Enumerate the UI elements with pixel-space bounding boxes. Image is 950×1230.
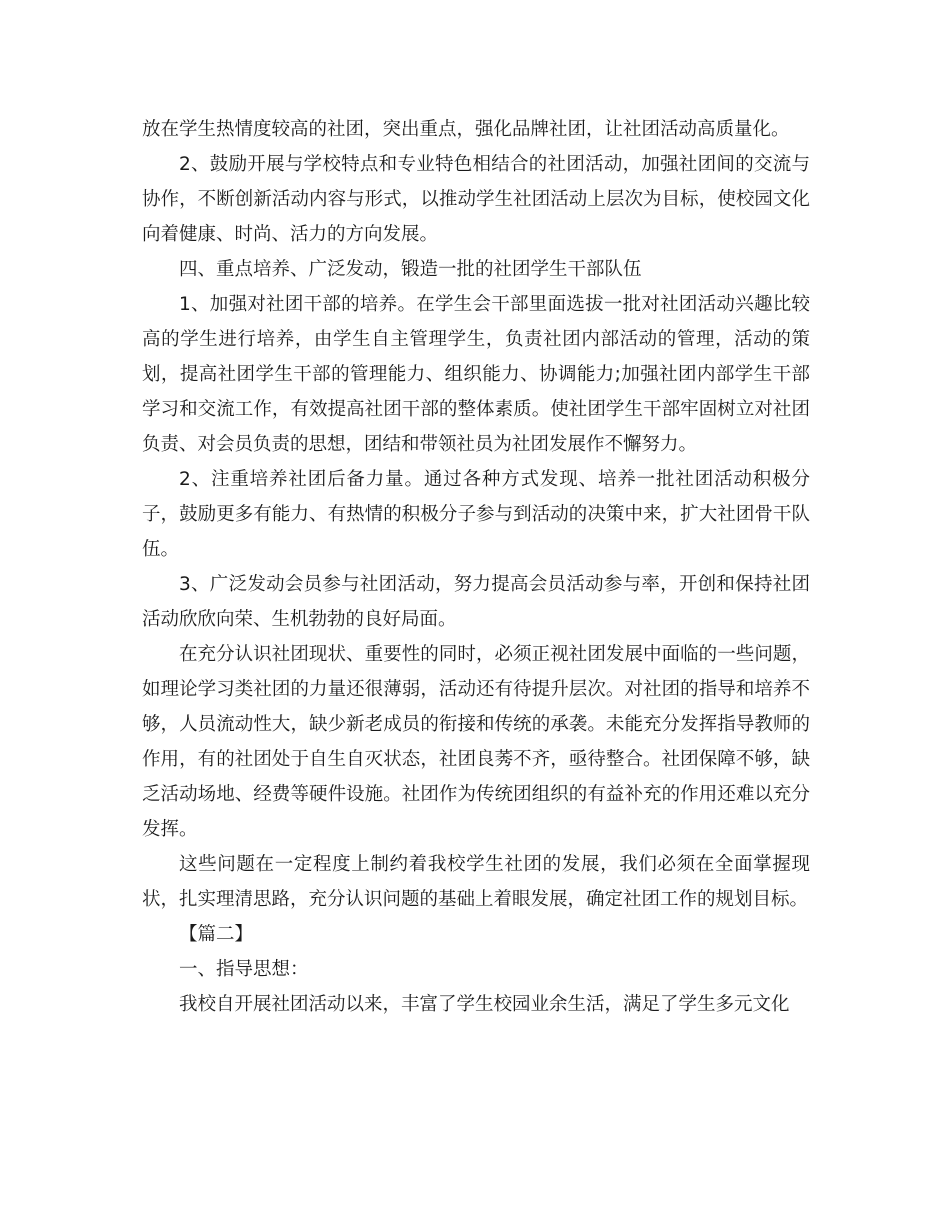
paragraph-item-2-encourage: 2、鼓励开展与学校特点和专业特色相结合的社团活动，加强社团间的交流与协作，不断创新活动内容与形式，以推动学生社团活动上层次为目标，使校园文化向着健康、时尚、活力的方向发展。 (142, 154, 810, 245)
section-title-part-two: 【篇二】 (179, 924, 254, 945)
paragraph-item-1-cadre-training: 1、加强对社团干部的培养。在学生会干部里面选拔一批对社团活动兴趣比较高的学生进行培养，由学生自主管理学生，负责社团内部活动的管理，活动的策划，提高社团学生干部的管理能力、组织能力、协调能力;加强社团内部学生干部学习和交流工作，有效提高社团干部的整体素质。使社团学生干部牢固树立对社团负责、对会员负责的思想，团结和带领社员为社团发展作不懈努力。 (142, 294, 810, 455)
section-heading-four: 四、重点培养、广泛发动，锻造一批的社团学生干部队伍 (179, 259, 642, 280)
paragraph-problems: 在充分认识社团现状、重要性的同时，必须正视社团发展中面临的一些问题，如理论学习类社团的力量还很薄弱，活动还有待提升层次。对社团的指导和培养不够，人员流动性大，缺少新老成员的衔接和传统的承袭。未能充分发挥指导教师的作用，有的社团处于自生自灭状态，社团良莠不齐，亟待整合。社团保障不够，缺乏活动场地、经费等硬件设施。社团作为传统团组织的有益补充的作用还难以充分发挥。 (142, 644, 810, 840)
paragraph-continuation: 放在学生热情度较高的社团，突出重点，强化品牌社团，让社团活动高质量化。 (142, 119, 790, 140)
section-heading-guiding-thought: 一、指导思想： (179, 959, 309, 980)
paragraph-item-2-reserve: 2、注重培养社团后备力量。通过各种方式发现、培养一批社团活动积极分子，鼓励更多有能力、有热情的积极分子参与到活动的决策中来，扩大社团骨干队伍。 (142, 469, 810, 560)
paragraph-item-3-mobilize: 3、广泛发动会员参与社团活动，努力提高会员活动参与率，开创和保持社团活动欣欣向荣、生机勃勃的良好局面。 (142, 574, 810, 630)
document-body (142, 112, 810, 1022)
paragraph-intro: 我校自开展社团活动以来，丰富了学生校园业余生活，满足了学生多元文化 (179, 994, 790, 1015)
paragraph-conclusion: 这些问题在一定程度上制约着我校学生社团的发展，我们必须在全面掌握现状，扎实理清思路，充分认识问题的基础上着眼发展，确定社团工作的规划目标。 (142, 854, 810, 910)
